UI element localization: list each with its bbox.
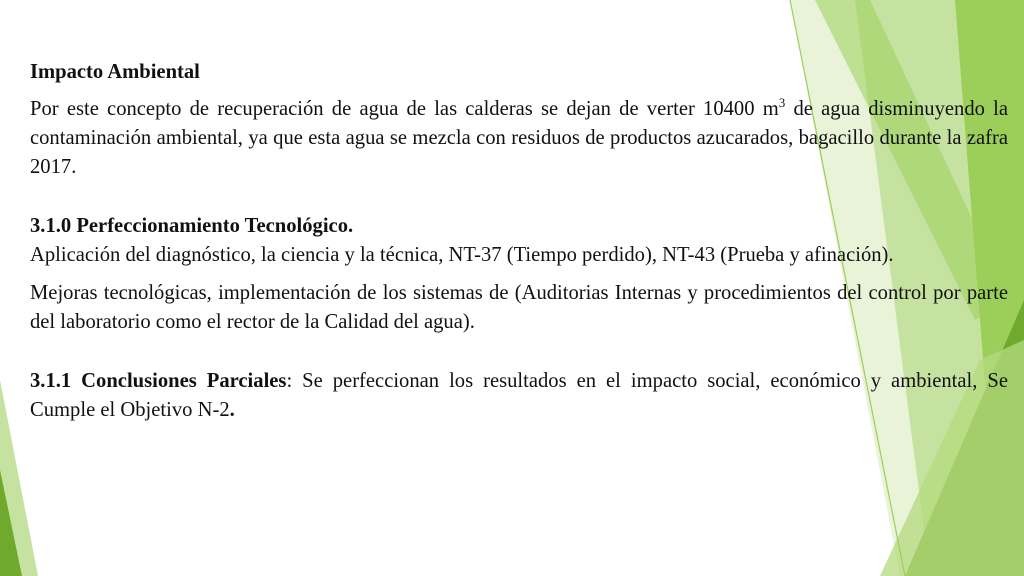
heading-perfeccionamiento: 3.1.0 Perfeccionamiento Tecnológico.	[30, 214, 354, 237]
spacer	[30, 183, 1008, 212]
section-impacto-ambiental	[30, 58, 1008, 183]
impacto-text-end: de agua disminuyendo la contaminación ambiental, ya que esta agua se mezcla con residuos de productos azucarados, bagacillo durante la zafra 2017.	[30, 97, 1009, 179]
conclusiones-text: : Se perfeccionan los resultados en el impacto social, económico y ambiental, Se Cumple el Objetivo N-2	[30, 369, 1008, 422]
slide-content	[30, 58, 1008, 426]
perfeccionamiento-paragraph-2: Mejoras tecnológicas, implementación de los sistemas de (Auditorias Internas y procedimientos del control por parte del laboratorio como el rector de la Calidad del agua).	[30, 281, 1008, 334]
conclusiones-ending: .	[229, 399, 235, 422]
spacer	[30, 271, 1008, 279]
perfeccionamiento-paragraph-1: Aplicación del diagnóstico, la ciencia y la técnica, NT-37 (Tiempo perdido), NT-43 (Prueba y afinación).	[30, 244, 894, 267]
impacto-text-start: Por este concepto de recuperación de agua de las calderas se dejan de verter 10400 m	[30, 97, 779, 120]
section-conclusiones	[30, 367, 1008, 426]
heading-conclusiones: 3.1.1 Conclusiones Parciales	[30, 369, 287, 392]
spacer	[30, 338, 1008, 367]
section-perfeccionamiento	[30, 212, 1008, 271]
unit-superscript: 3	[778, 94, 786, 110]
heading-impacto-ambiental: Impacto Ambiental	[30, 61, 200, 83]
